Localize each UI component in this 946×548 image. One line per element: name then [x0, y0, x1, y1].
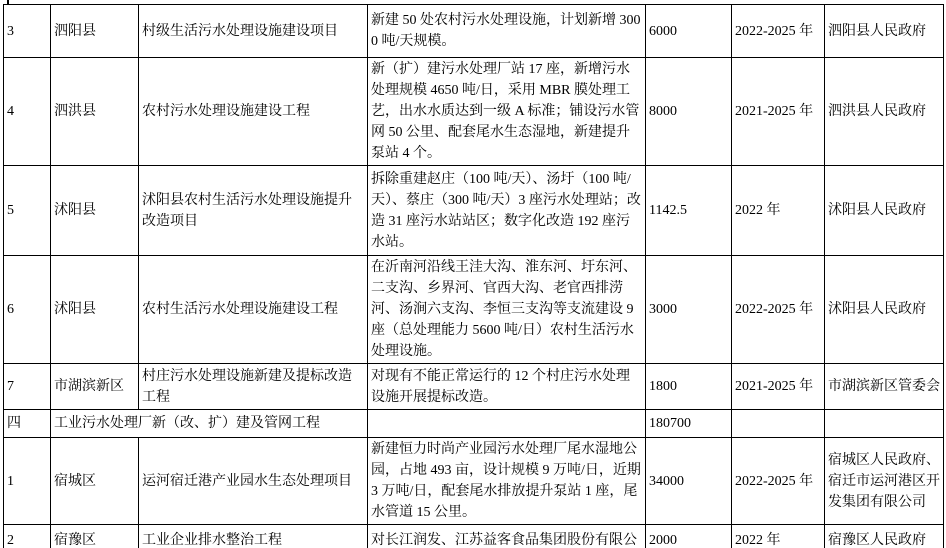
cell-county: 宿豫区 — [51, 525, 139, 548]
cell-description: 对长江润发、江苏益客食品集团股份有限公 — [368, 525, 646, 548]
cell-responsible: 沭阳县人民政府 — [825, 256, 944, 364]
cell-period: 2022 年 — [732, 166, 825, 256]
cell-description — [368, 410, 646, 438]
cell-responsible: 沭阳县人民政府 — [825, 166, 944, 256]
cell-responsible — [825, 410, 944, 438]
cell-description: 在沂南河沿线王洼大沟、淮东河、圩东河、二支沟、乡界河、官西大沟、老官西排涝河、汤涧六支沟、李恒三支沟等支流建设 9 座（总处理能力 5600 吨/日）农村生活污水处理设施。 — [368, 256, 646, 364]
cell-period: 2022-2025 年 — [732, 256, 825, 364]
projects-table — [3, 4, 944, 548]
cell-period: 2022-2025 年 — [732, 438, 825, 525]
cell-project-name: 农村污水处理设施建设工程 — [139, 58, 368, 166]
cell-period: 2022-2025 年 — [732, 5, 825, 58]
cell-project-name: 运河宿迁港产业园水生态处理项目 — [139, 438, 368, 525]
cell-county: 沭阳县 — [51, 166, 139, 256]
cell-project-name: 工业企业排水整治工程 — [139, 525, 368, 548]
cell-period: 2022 年 — [732, 525, 825, 548]
table-row-section — [4, 410, 944, 438]
cell-county: 泗阳县 — [51, 5, 139, 58]
cell-description: 对现有不能正常运行的 12 个村庄污水处理设施开展提标改造。 — [368, 364, 646, 410]
cell-project-name: 农村生活污水处理设施建设工程 — [139, 256, 368, 364]
cell-county: 市湖滨新区 — [51, 364, 139, 410]
cell-investment: 8000 — [646, 58, 732, 166]
table-row — [4, 166, 944, 256]
cell-period — [732, 410, 825, 438]
cell-description: 拆除重建赵庄（100 吨/天）、汤圩（100 吨/天）、蔡庄（300 吨/天）3 座污水处理站；改造 31 座污水站站区；数字化改造 192 座污水站。 — [368, 166, 646, 256]
cell-investment: 1800 — [646, 364, 732, 410]
cell-investment: 6000 — [646, 5, 732, 58]
cell-investment: 1142.5 — [646, 166, 732, 256]
cell-responsible: 宿豫区人民政府 — [825, 525, 944, 548]
table-row — [4, 256, 944, 364]
cell-investment: 3000 — [646, 256, 732, 364]
cell-row-number: 3 — [4, 5, 51, 58]
cell-county: 宿城区 — [51, 438, 139, 525]
table-row — [4, 438, 944, 525]
cell-responsible: 泗洪县人民政府 — [825, 58, 944, 166]
cell-row-number: 7 — [4, 364, 51, 410]
cell-investment: 2000 — [646, 525, 732, 548]
cell-responsible: 泗阳县人民政府 — [825, 5, 944, 58]
table-row — [4, 525, 944, 548]
cell-section-number: 四 — [4, 410, 51, 438]
cell-row-number: 2 — [4, 525, 51, 548]
cell-row-number: 6 — [4, 256, 51, 364]
cell-investment: 180700 — [646, 410, 732, 438]
cell-row-number: 5 — [4, 166, 51, 256]
table-row — [4, 58, 944, 166]
cell-responsible: 宿城区人民政府、宿迁市运河港区开发集团有限公司 — [825, 438, 944, 525]
cell-period: 2021-2025 年 — [732, 58, 825, 166]
cell-section-title: 工业污水处理厂新（改、扩）建及管网工程 — [51, 410, 368, 438]
cell-county: 泗洪县 — [51, 58, 139, 166]
cell-project-name: 村庄污水处理设施新建及提标改造工程 — [139, 364, 368, 410]
cell-description: 新（扩）建污水处理厂站 17 座，新增污水处理规模 4650 吨/日，采用 MBR 膜处理工艺，出水水质达到一级 A 标准；铺设污水管网 50 公里、配套尾水生态湿地，新建提升泵站 4 个。 — [368, 58, 646, 166]
cell-row-number: 4 — [4, 58, 51, 166]
cell-investment: 34000 — [646, 438, 732, 525]
table-row — [4, 364, 944, 410]
table-row — [4, 5, 944, 58]
cell-project-name: 沭阳县农村生活污水处理设施提升改造项目 — [139, 166, 368, 256]
cell-responsible: 市湖滨新区管委会 — [825, 364, 944, 410]
cell-description: 新建恒力时尚产业园污水处理厂尾水湿地公园，占地 493 亩，设计规模 9 万吨/日，近期 3 万吨/日，配套尾水排放提升泵站 1 座，尾水管道 15 公里。 — [368, 438, 646, 525]
cell-description: 新建 50 处农村污水处理设施，计划新增 3000 吨/天规模。 — [368, 5, 646, 58]
cell-project-name: 村级生活污水处理设施建设项目 — [139, 5, 368, 58]
cell-row-number: 1 — [4, 438, 51, 525]
cell-period: 2021-2025 年 — [732, 364, 825, 410]
cell-county: 沭阳县 — [51, 256, 139, 364]
